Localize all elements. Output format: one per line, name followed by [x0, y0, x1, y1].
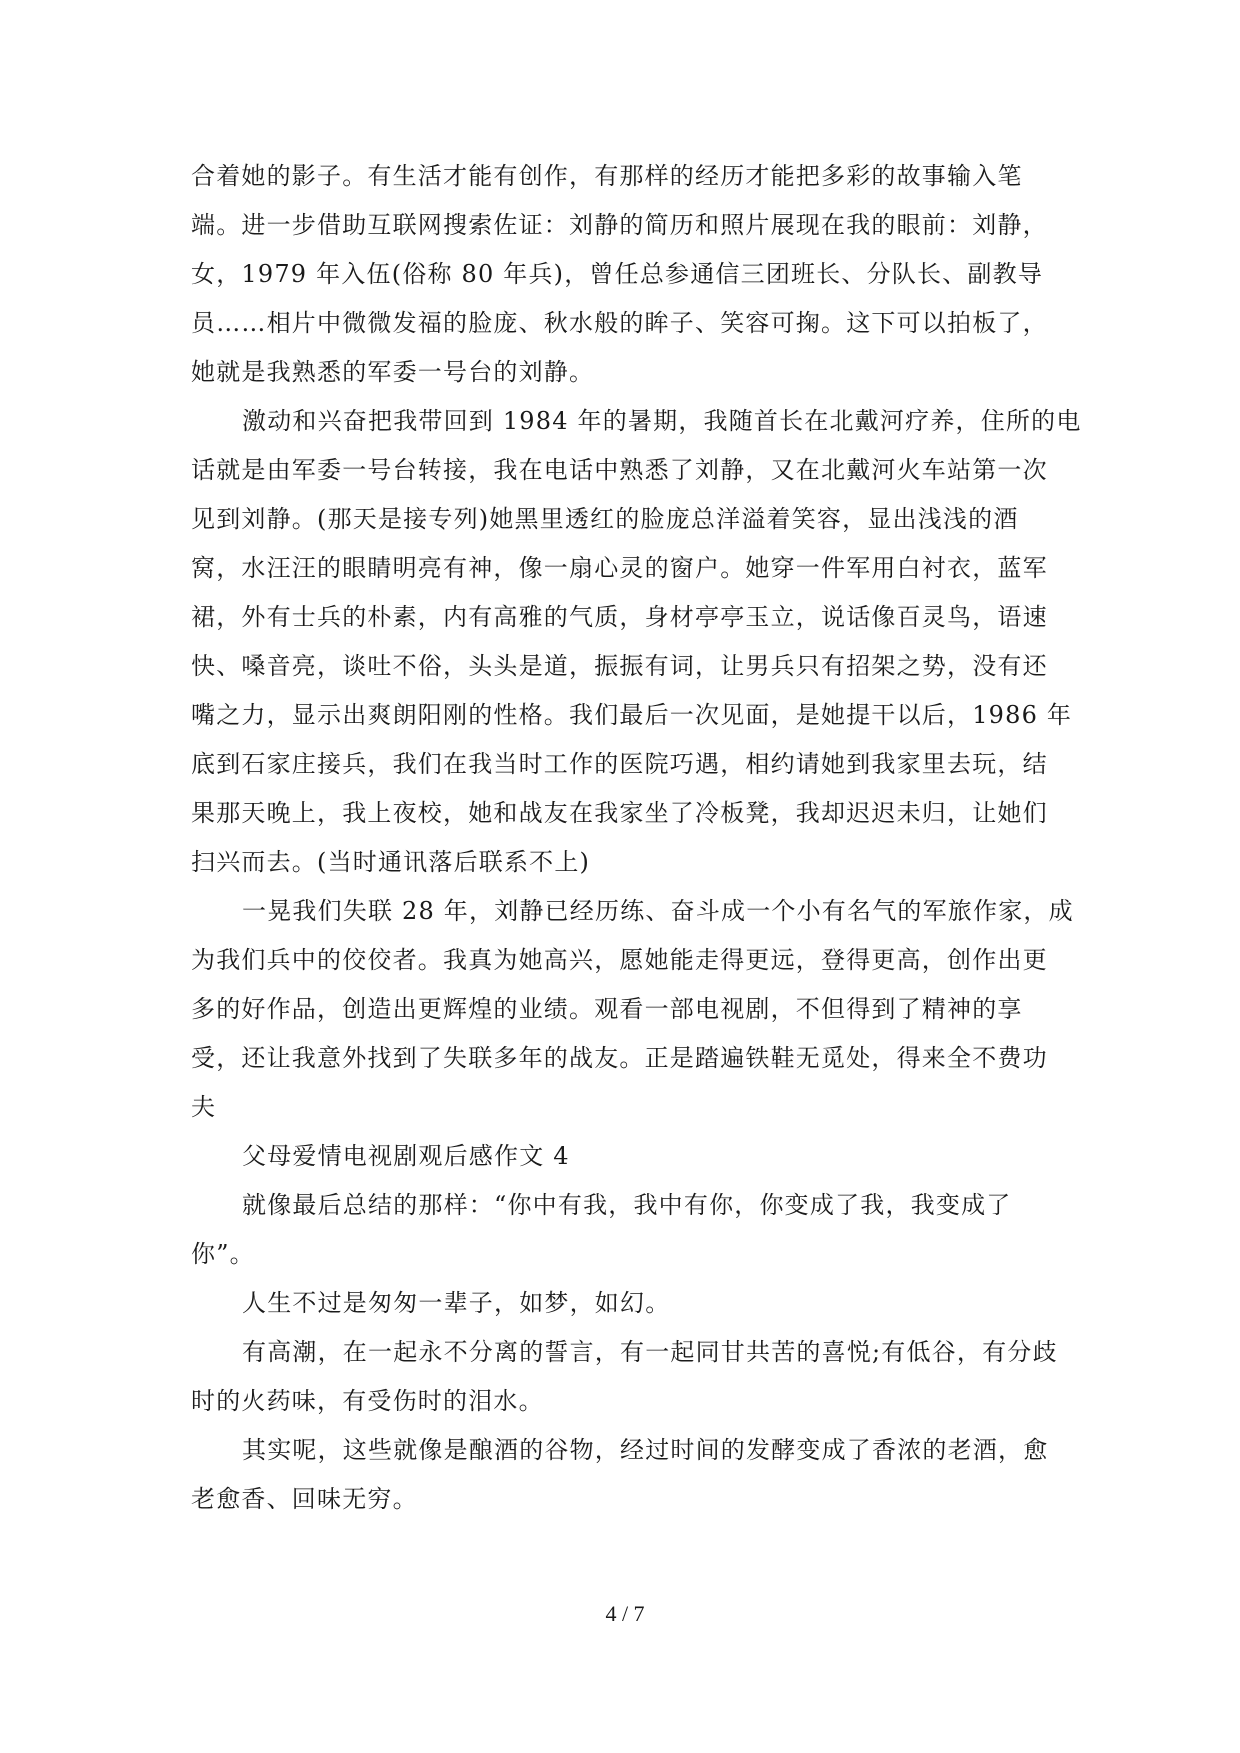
text-line: 扫兴而去。(当时通讯落后联系不上) [191, 848, 591, 876]
text-line: 嘴之力，显示出爽朗阳刚的性格。我们最后一次见面，是她提干以后，1986 年 [191, 701, 1073, 729]
section-heading [191, 1132, 1091, 1181]
text-line: 一晃我们失联 28 年，刘静已经历练、奋斗成一个小有名气的军旅作家，成 [242, 897, 1074, 925]
page-number: 4 / 7 [605, 1601, 645, 1626]
document-body [191, 152, 1091, 1524]
text-line: 窝，水汪汪的眼睛明亮有神，像一扇心灵的窗户。她穿一件军用白衬衣，蓝军 [191, 554, 1048, 582]
paragraph-2 [191, 397, 1091, 887]
text-line: 果那天晚上，我上夜校，她和战友在我家坐了冷板凳，我却迟迟未归，让她们 [191, 799, 1048, 827]
heading-line: 父母爱情电视剧观后感作文 4 [242, 1142, 570, 1170]
text-line: 其实呢，这些就像是酿酒的谷物，经过时间的发酵变成了香浓的老酒，愈 [242, 1436, 1049, 1464]
paragraph-1 [191, 152, 1091, 397]
text-line: 老愈香、回味无穷。 [191, 1485, 418, 1513]
text-line: 为我们兵中的佼佼者。我真为她高兴，愿她能走得更远，登得更高，创作出更 [191, 946, 1048, 974]
text-line: 裙，外有士兵的朴素，内有高雅的气质，身材亭亭玉立，说话像百灵鸟，语速 [191, 603, 1048, 631]
text-line: 她就是我熟悉的军委一号台的刘静。 [191, 358, 595, 386]
text-line: 就像最后总结的那样：“你中有我，我中有你，你变成了我，我变成了 [242, 1191, 1012, 1219]
text-line: 底到石家庄接兵，我们在我当时工作的医院巧遇，相约请她到我家里去玩，结 [191, 750, 1048, 778]
paragraph-6 [191, 1279, 1091, 1328]
text-line: 端。进一步借助互联网搜索佐证：刘静的简历和照片展现在我的眼前：刘静， [191, 211, 1048, 239]
text-line: 你”。 [191, 1240, 255, 1268]
text-line: 时的火药味，有受伤时的泪水。 [191, 1387, 544, 1415]
paragraph-8 [191, 1426, 1091, 1524]
text-line: 多的好作品，创造出更辉煌的业绩。观看一部电视剧，不但得到了精神的享 [191, 995, 1023, 1023]
text-line: 快、嗓音亮，谈吐不俗，头头是道，振振有词，让男兵只有招架之势，没有还 [191, 652, 1048, 680]
paragraph-5 [191, 1181, 1091, 1279]
text-line: 女，1979 年入伍(俗称 80 年兵)，曾任总参通信三团班长、分队长、副教导 [191, 260, 1044, 288]
text-line: 激动和兴奋把我带回到 1984 年的暑期，我随首长在北戴河疗养，住所的电 [242, 407, 1082, 435]
text-line: 有高潮，在一起永不分离的誓言，有一起同甘共苦的喜悦;有低谷，有分歧 [242, 1338, 1058, 1366]
text-line: 见到刘静。(那天是接专列)她黑里透红的脸庞总洋溢着笑容，显出浅浅的酒 [191, 505, 1019, 533]
text-line: 夫 [191, 1093, 217, 1121]
paragraph-3 [191, 887, 1091, 1132]
text-line: 受，还让我意外找到了失联多年的战友。正是踏遍铁鞋无觅处，得来全不费功 [191, 1044, 1048, 1072]
text-line: 员……相片中微微发福的脸庞、秋水般的眸子、笑容可掬。这下可以拍板了， [191, 309, 1048, 337]
text-line: 话就是由军委一号台转接，我在电话中熟悉了刘静，又在北戴河火车站第一次 [191, 456, 1048, 484]
paragraph-7 [191, 1328, 1091, 1426]
text-line: 合着她的影子。有生活才能有创作，有那样的经历才能把多彩的故事输入笔 [191, 162, 1023, 190]
text-line: 人生不过是匆匆一辈子，如梦，如幻。 [242, 1289, 671, 1317]
